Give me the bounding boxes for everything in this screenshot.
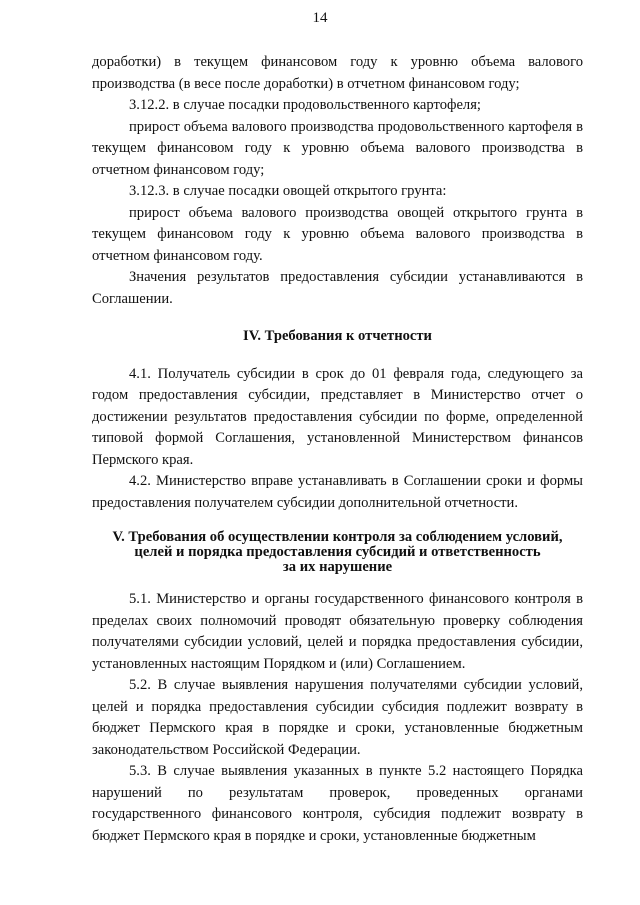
section-5-heading-line-2: целей и порядка предоставления субсидий и ответственность bbox=[134, 544, 541, 560]
paragraph-results-values: Значения результатов предоставления субсидии устанавливаются в Соглашении. bbox=[92, 269, 583, 307]
page-number: 14 bbox=[312, 10, 328, 26]
paragraph-4-1: 4.1. Получатель субсидии в срок до 01 февраля года, следующего за годом предоставления субсидии, представляет в Министерство отчет о достижении результатов предоставления субсидии по форме, определенной типовой формой Соглашения, установленной Министерством финансов Пермского края. bbox=[92, 365, 583, 468]
section-5-heading-line-3: за их нарушение bbox=[282, 559, 393, 575]
paragraph-3-12-3: 3.12.3. в случае посадки овощей открытого грунта: bbox=[129, 183, 447, 199]
paragraph-5-1: 5.1. Министерство и органы государственного финансового контроля в пределах своих полномочий проводят обязательную проверку соблюдения получателями субсидии условий, целей и порядка предоставления субсидии, установленных настоящим Порядком и (или) Соглашением. bbox=[92, 591, 583, 672]
section-4-heading: IV. Требования к отчетности bbox=[243, 328, 432, 344]
section-5-heading bbox=[92, 530, 583, 575]
paragraph-potato-growth: прирост объема валового производства продовольственного картофеля в текущем финансовом году к уровню объема валового производства в отчетном финансовом году; bbox=[92, 118, 583, 178]
paragraph-continuation: доработки) в текущем финансовом году к уровню объема валового производства (в весе после доработки) в отчетном финансовом году; bbox=[92, 54, 583, 92]
paragraph-5-3: 5.3. В случае выявления указанных в пункте 5.2 настоящего Порядка нарушений по результатам проверок, проведенных органами государственного финансового контроля, субсидия подлежит возврату в бюджет Пермского края в порядке и сроки, установленные бюджетным bbox=[92, 763, 583, 844]
section-5-heading-line-1: V. Требования об осуществлении контроля за соблюдением условий, bbox=[112, 529, 563, 545]
paragraph-4-2: 4.2. Министерство вправе устанавливать в Соглашении сроки и формы предоставления получателем субсидии дополнительной отчетности. bbox=[92, 473, 583, 511]
paragraph-5-2: 5.2. В случае выявления нарушения получателями субсидии условий, целей и порядка предоставления субсидии субсидия подлежит возврату в бюджет Пермского края в порядке и сроки, установленные бюджетным законодательством Российской Федерации. bbox=[92, 677, 583, 758]
paragraph-3-12-2: 3.12.2. в случае посадки продовольственного картофеля; bbox=[129, 97, 481, 113]
document-body bbox=[92, 52, 583, 847]
paragraph-vegetable-growth: прирост объема валового производства овощей открытого грунта в текущем финансовом году к уровню объема валового производства в отчетном финансовом году. bbox=[92, 204, 583, 264]
